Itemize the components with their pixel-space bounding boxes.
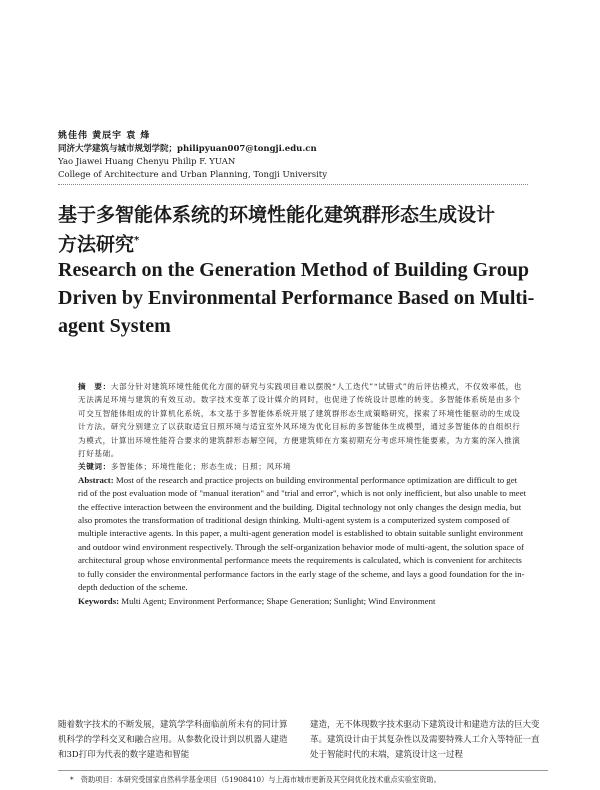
title-chinese-line-1: 基于多智能体系统的环境性能化建筑群形态生成设计 [58, 204, 496, 226]
header-divider [58, 184, 528, 188]
keywords-english-label: Keywords: [78, 595, 120, 606]
title-english-line-1: Research on the Generation Method of Building Group [58, 259, 529, 281]
title-english-line-2: Driven by Environmental Performance Based on Multi- [58, 287, 535, 309]
abstract-english [78, 474, 528, 595]
title-english-line-3: agent System [58, 315, 171, 337]
abstract-chinese-text: 大部分针对建筑环境性能优化方面的研究与实践项目难以摆脱“人工迭代”“试错式”的后评估模式，不仅效率低，也无法满足环境与建筑的有效互动。数字技术变革了设计媒介的同时，也促进了传统设计思维的转变。多智能体系统是由多个可交互智能体组成的计算机化系统，本文基于多智能体系统开展了建筑群形态生成策略研究，探索了环境性能驱动的生成设计方法。研究分别建立了以获取适宜日照环境与适宜室外风环境为优化目标的多智能体生成模型，通过多智能体的自组织行为模式，计算出环境性能符合要求的建筑群形态解空间，方便建筑师在方案初期充分考虑环境性能要素，为方案的深入推演打好基础。 [78, 382, 523, 459]
body-column-left: 随着数字技术的不断发展，建筑学学科面临前所未有的同计算机科学的学科交叉和融合应用。从参数化设计到以机器人建造和3D打印为代表的数字建造和智能 [58, 720, 288, 760]
keywords-chinese [78, 460, 528, 473]
abstract-english-text: Most of the research and practice projects on building environmental performance optimization are difficult to get rid of the post evaluation mode of "manual iteration" and "trial and error", which is not only inefficient, but also unable to meet the effective interaction between the environment and the building. Digital technology not only changes the design media, but also promotes the transformation of traditional design thinking. Multi-agent system is a computerized system composed of multiple interactive agents. In this paper, a multi-agent generation model is established to obtain suitable sunlight environment and outdoor wind environment respectively. Through the self-organization behavior mode of multi-agent, the solution space of architectural group whose environmental performance meets the requirements is calculated, which is convenient for architects to fully consider the environmental performance factors in the early stage of the scheme, and lays a good foundation for the in-depth deduction of the scheme. [78, 474, 527, 593]
abstract-chinese [78, 380, 528, 460]
title-chinese-line-2-text: 方法研究 [58, 233, 135, 256]
affiliation-english: College of Architecture and Urban Planning, Tongji University [58, 170, 328, 180]
body-column-right: 建造，无不体现数字技术驱动下建筑设计和建造方法的巨大变革。建筑设计由于其复杂性以及需要特殊人工介入等特征一直处于智能时代的末端，建筑设计这一过程 [310, 720, 540, 760]
authors-english: Yao Jiawei Huang Chenyu Philip F. YUAN [58, 157, 236, 167]
authors-chinese: 姚佳伟 黄辰宇 袁 烽 [58, 131, 151, 141]
title-chinese-line-2 [58, 228, 558, 257]
footnote-divider [58, 770, 548, 771]
keywords-english [78, 595, 528, 608]
keywords-english-text: Multi Agent; Environment Performance; Shape Generation; Sunlight; Wind Environment [121, 595, 436, 606]
title-footnote-marker: * [134, 235, 140, 246]
keywords-chinese-text: 多智能体；环境性能化；形态生成；日照；风环境 [110, 462, 292, 472]
title-chinese [58, 202, 558, 257]
title-english [58, 256, 548, 340]
keywords-chinese-label: 关键词： [78, 462, 111, 472]
footnote: * 资助项目：本研究受国家自然科学基金项目（51908410）与上海市城市更新及其空间优化技术重点实验室资助。 [70, 775, 441, 784]
abstract-block [78, 380, 528, 608]
affiliation-chinese: 同济大学建筑与城市规划学院；philipyuan007@tongji.edu.cn [58, 144, 317, 154]
abstract-english-label: Abstract: [78, 474, 114, 485]
abstract-chinese-label: 摘 要： [78, 382, 111, 391]
